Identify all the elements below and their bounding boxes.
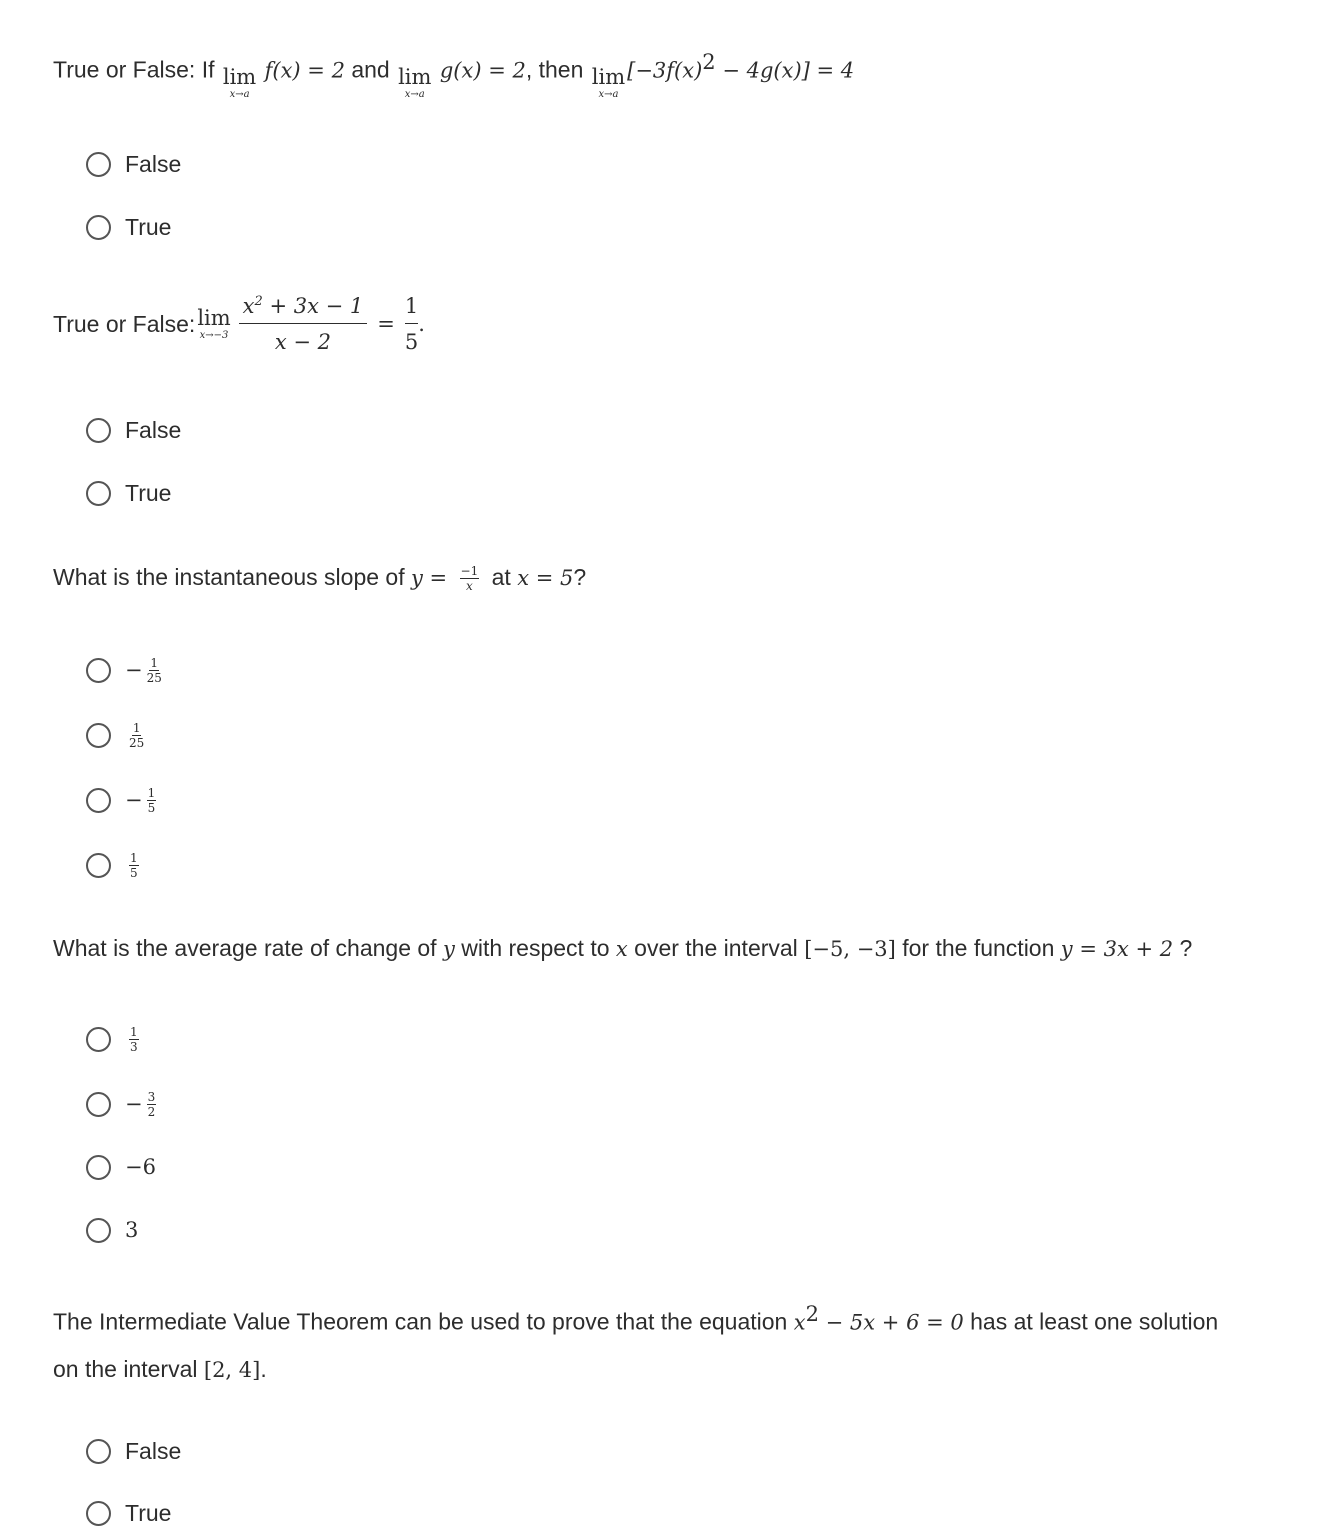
radio-button[interactable] <box>86 481 111 506</box>
question-1-text <box>53 39 854 100</box>
q2-fraction: $\frac{x^2 + 3x - 1}{x - 2}$ <box>239 295 368 353</box>
q4-option-1[interactable]: $\frac{1}{3}$ <box>86 1019 139 1059</box>
q4-option-3[interactable] <box>86 1147 156 1187</box>
question-4-text <box>53 925 1192 972</box>
q1-sup: 2 <box>702 50 716 74</box>
q1-lim-2: lim x→a <box>398 64 432 100</box>
option-label: False <box>125 1437 182 1464</box>
q5-line-1: The Intermediate Value Theorem can be used to prove that the equation $x^2 - 5x + 6 = 0$ has at least one solution <box>53 1302 1219 1335</box>
q1-lim-1: lim x→a <box>222 64 257 100</box>
q3-at: at <box>485 564 518 590</box>
q1-option-true[interactable] <box>86 207 171 247</box>
radio-button[interactable] <box>86 788 111 813</box>
radio-button[interactable] <box>86 1092 111 1117</box>
radio-button[interactable] <box>86 152 111 177</box>
q3-end: ? <box>573 564 587 590</box>
q4-end: ? <box>1173 935 1193 961</box>
q5-option-true[interactable] <box>86 1493 171 1533</box>
q2-prefix: True or False: <box>53 311 196 337</box>
option-label: True <box>125 213 172 240</box>
q4-y: y <box>442 937 455 961</box>
q2-option-false[interactable] <box>86 410 181 450</box>
q3-option-4[interactable]: $\frac{1}{5}$ <box>86 845 139 885</box>
q1-prefix: True or False: If <box>53 56 221 83</box>
option-label: True <box>125 479 172 506</box>
q1-and: and <box>344 56 397 83</box>
option-label: True <box>125 1499 172 1526</box>
q1-expr: [−3f(x) <box>627 58 703 83</box>
q1-lim-3: lim x→a <box>591 64 626 100</box>
option-label: −6 <box>125 1155 156 1179</box>
q5-line-2: on the interval [2, 4]. <box>53 1355 267 1382</box>
option-label: False <box>125 416 182 443</box>
q4-mid1: with respect to <box>454 935 616 961</box>
q4-mid2: over the interval <box>627 935 805 961</box>
q3-option-3[interactable]: − $\frac{1}{5}$ <box>86 780 156 820</box>
q1-f-part: f(x) = 2 <box>264 58 345 83</box>
radio-button[interactable] <box>86 723 111 748</box>
q4-x: x <box>615 937 628 961</box>
radio-button[interactable] <box>86 418 111 443</box>
q2-option-true[interactable] <box>86 473 171 513</box>
question-2-text <box>53 289 425 359</box>
q3-option-2[interactable]: $\frac{1}{25}$ <box>86 715 144 755</box>
radio-button[interactable] <box>86 215 111 240</box>
option-label: 3 <box>125 1218 139 1242</box>
radio-button[interactable] <box>86 1439 111 1464</box>
radio-button[interactable] <box>86 853 111 878</box>
q1-expr-tail: − 4g(x)] = 4 <box>715 58 855 83</box>
q3-prefix: What is the instantaneous slope of <box>53 564 411 590</box>
q3-fraction: $\frac{-1}{x}$ <box>460 564 479 594</box>
q4-option-4[interactable] <box>86 1210 138 1250</box>
radio-button[interactable] <box>86 1501 111 1526</box>
q3-y-eq: y = <box>411 566 448 590</box>
radio-button[interactable] <box>86 658 111 683</box>
question-5-text <box>53 1291 1218 1393</box>
q4-func: y = 3x + 2 <box>1060 937 1174 961</box>
radio-button[interactable] <box>86 1218 111 1243</box>
question-3-text <box>53 554 586 601</box>
q1-g-part: g(x) = 2 <box>439 58 526 83</box>
q2-lim: lim x→−3 <box>197 305 231 341</box>
q5-option-false[interactable] <box>86 1431 181 1471</box>
q1-then: , then <box>525 56 590 83</box>
q4-option-2[interactable]: − $\frac{3}{2}$ <box>86 1084 156 1124</box>
q4-interval: [−5, −3] <box>804 937 896 961</box>
q3-option-1[interactable]: − $\frac{1}{25}$ <box>86 650 162 690</box>
radio-button[interactable] <box>86 1027 111 1052</box>
q2-period: . <box>418 312 425 336</box>
q1-option-false[interactable] <box>86 144 181 184</box>
radio-button[interactable] <box>86 1155 111 1180</box>
q2-equals: = <box>377 312 395 336</box>
q2-rhs-fraction: $\frac{1}{5}$ <box>404 293 419 354</box>
option-label: False <box>125 150 182 177</box>
q3-x-eq: x = 5 <box>517 566 574 590</box>
q4-prefix: What is the average rate of change of <box>53 935 443 961</box>
q4-mid3: for the function <box>895 935 1061 961</box>
